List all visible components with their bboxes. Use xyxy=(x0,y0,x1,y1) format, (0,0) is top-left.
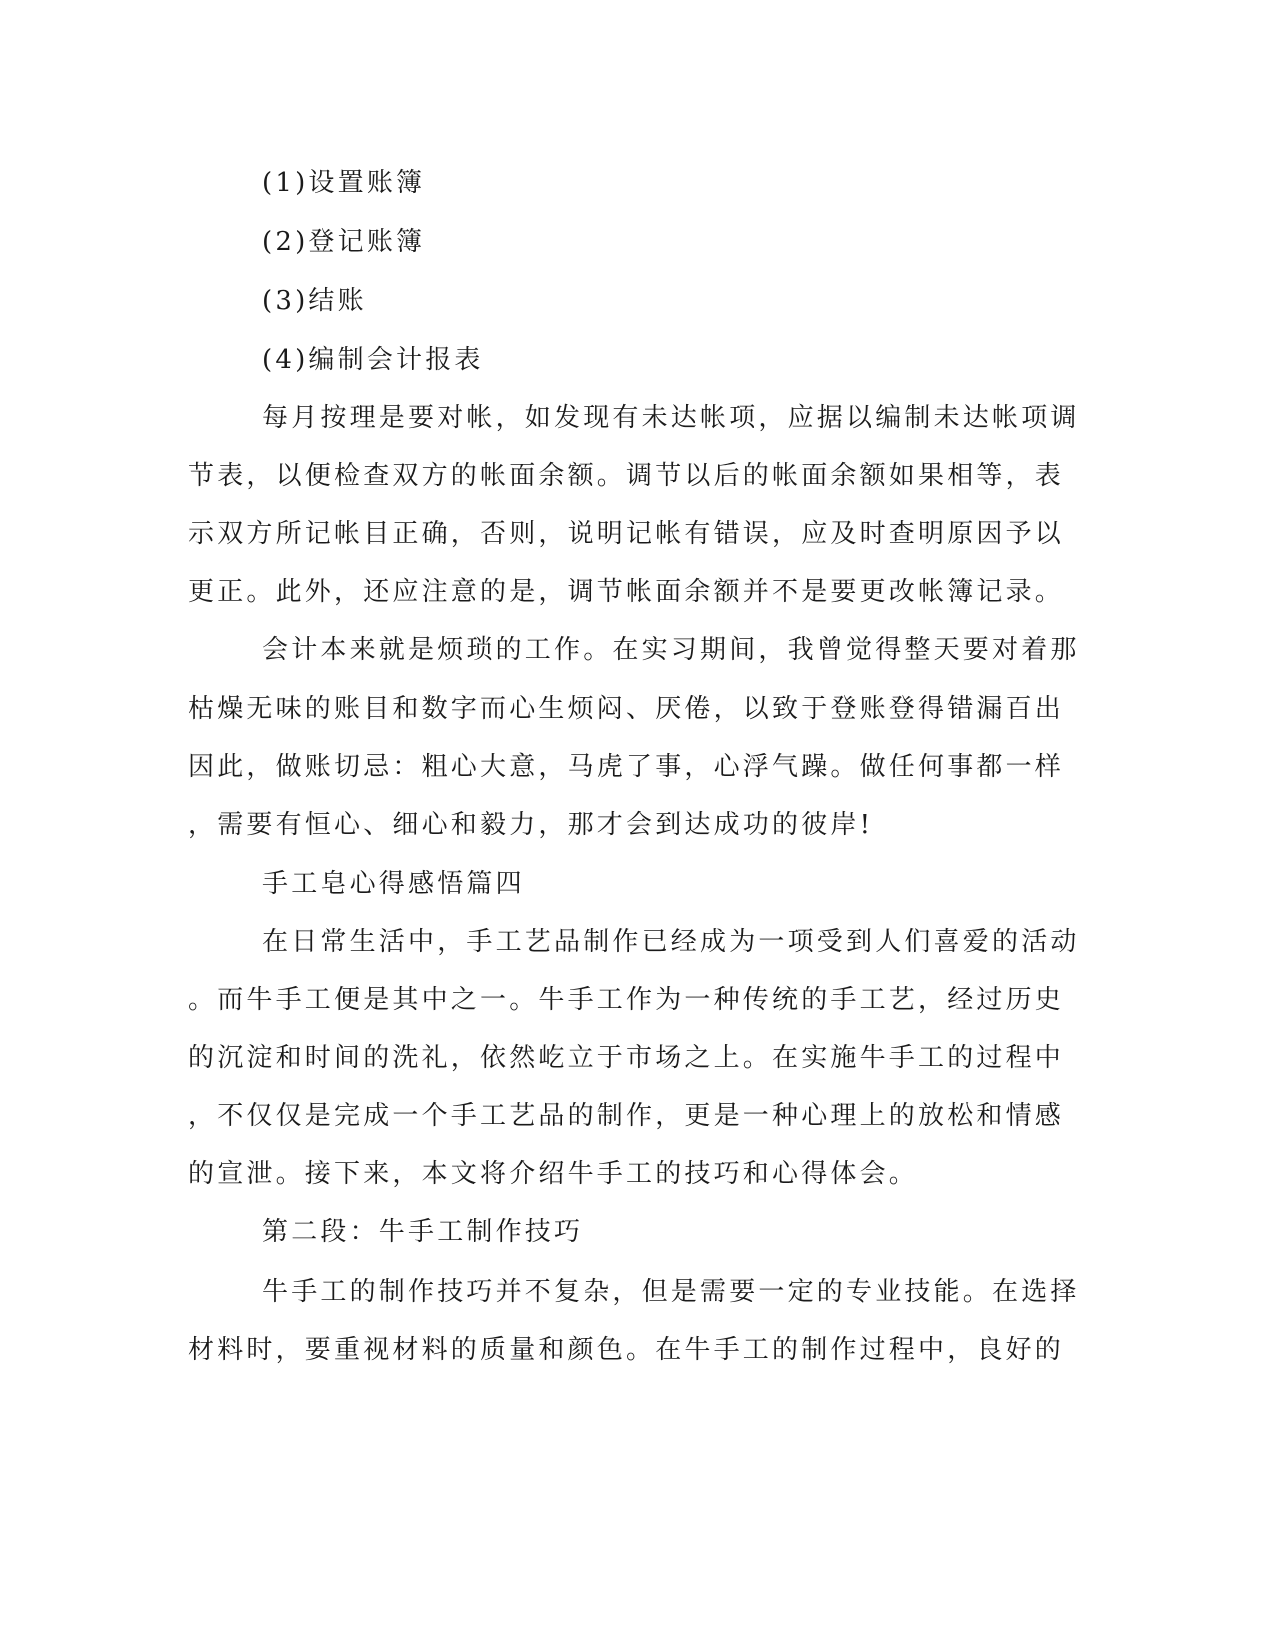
paragraph-line: ，不仅仅是完成一个手工艺品的制作，更是一种心理上的放松和情感 xyxy=(188,1101,1065,1131)
list-item-3: (3)结账 xyxy=(262,286,367,316)
paragraph-line: 在日常生活中，手工艺品制作已经成为一项受到人们喜爱的活动 xyxy=(262,927,1080,957)
paragraph-line: 更正。此外，还应注意的是，调节帐面余额并不是要更改帐簿记录。 xyxy=(188,577,1065,607)
paragraph-line: 枯燥无味的账目和数字而心生烦闷、厌倦，以致于登账登得错漏百出 xyxy=(188,694,1065,724)
section-heading: 手工皂心得感悟篇四 xyxy=(262,869,525,899)
paragraph-line: 的沉淀和时间的洗礼，依然屹立于市场之上。在实施牛手工的过程中 xyxy=(188,1043,1065,1073)
paragraph-line: 会计本来就是烦琐的工作。在实习期间，我曾觉得整天要对着那 xyxy=(262,635,1080,665)
list-item-4: (4)编制会计报表 xyxy=(262,345,484,375)
paragraph-line: 牛手工的制作技巧并不复杂，但是需要一定的专业技能。在选择 xyxy=(262,1277,1080,1307)
list-item-1: (1)设置账簿 xyxy=(262,168,426,198)
section-heading: 第二段：牛手工制作技巧 xyxy=(262,1217,584,1247)
paragraph-line: 的宣泄。接下来，本文将介绍牛手工的技巧和心得体会。 xyxy=(188,1159,919,1189)
paragraph-line: 材料时，要重视材料的质量和颜色。在牛手工的制作过程中，良好的 xyxy=(188,1335,1065,1365)
paragraph-line: 节表，以便检查双方的帐面余额。调节以后的帐面余额如果相等，表 xyxy=(188,461,1065,491)
paragraph-line: 示双方所记帐目正确，否则，说明记帐有错误，应及时查明原因予以 xyxy=(188,519,1065,549)
list-item-2: (2)登记账簿 xyxy=(262,227,426,257)
paragraph-line: 。而牛手工便是其中之一。牛手工作为一种传统的手工艺，经过历史 xyxy=(188,985,1065,1015)
paragraph-line: 每月按理是要对帐，如发现有未达帐项，应据以编制未达帐项调 xyxy=(262,403,1080,433)
paragraph-line: ，需要有恒心、细心和毅力，那才会到达成功的彼岸! xyxy=(188,810,874,840)
paragraph-line: 因此，做账切忌：粗心大意，马虎了事，心浮气躁。做任何事都一样 xyxy=(188,752,1065,782)
